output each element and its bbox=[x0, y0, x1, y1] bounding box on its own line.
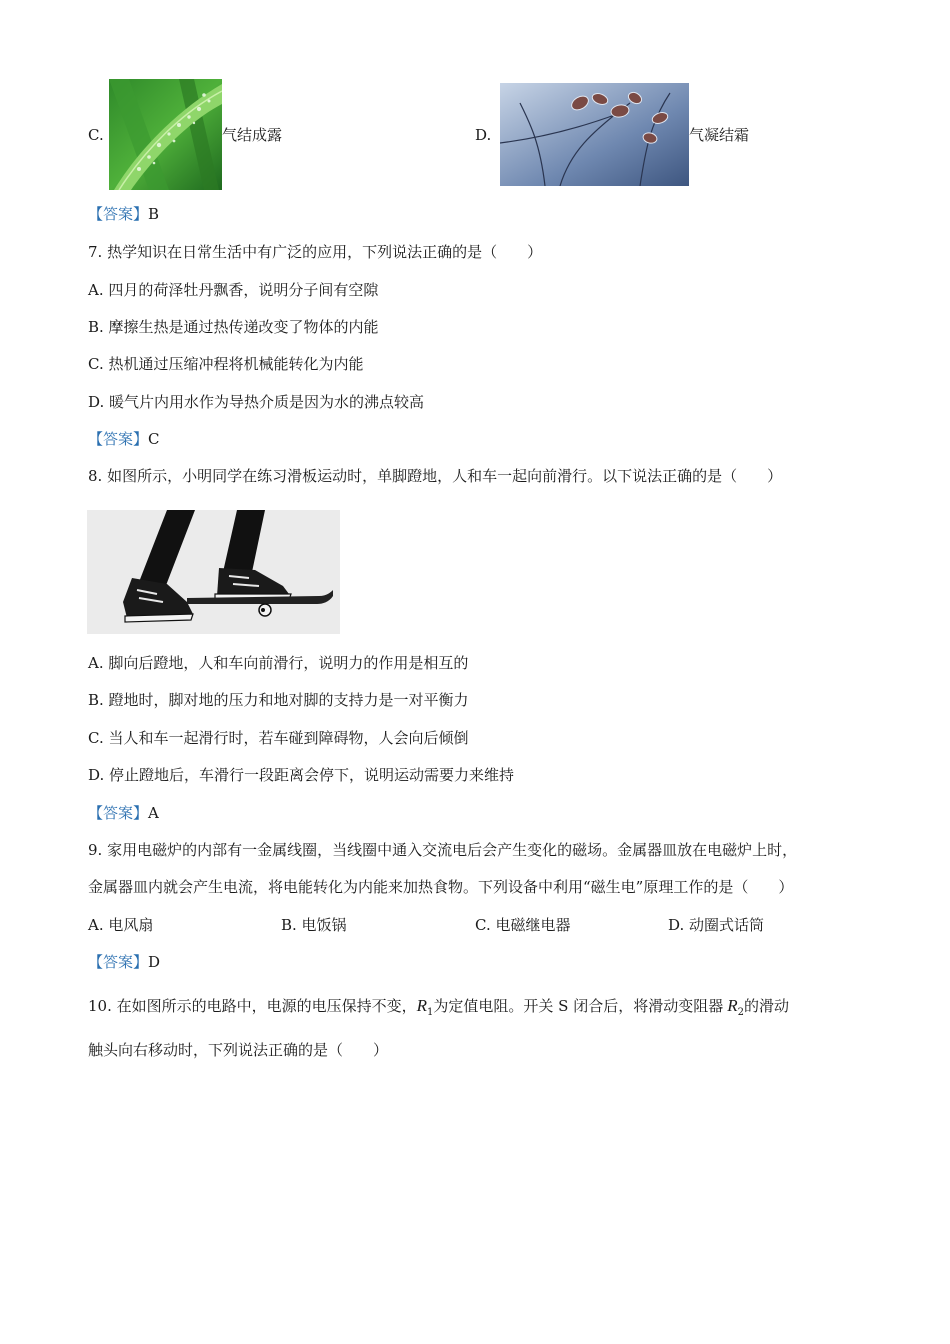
dew-on-grass-image bbox=[109, 79, 222, 190]
answer-tag: 【答案】 bbox=[88, 430, 149, 448]
q8-option-a: A. 脚向后蹬地，人和车向前滑行，说明力的作用是相互的 bbox=[88, 654, 469, 672]
q8-stem: 8. 如图所示，小明同学在练习滑板运动时，单脚蹬地，人和车一起向前滑行。以下说法正确的是（ ） bbox=[88, 467, 783, 485]
q9-option-c: C. 电磁继电器 bbox=[475, 916, 571, 934]
q6-answer-line bbox=[88, 207, 159, 222]
skateboard-image bbox=[87, 510, 340, 634]
q9-answer-line bbox=[88, 955, 160, 970]
q6-option-d-text: 气凝结霜 bbox=[689, 126, 750, 144]
r1-subscript: 1 bbox=[427, 1007, 434, 1018]
q9-answer: D bbox=[148, 953, 161, 971]
q10-text-part2: 为定值电阻。开关 S 闭合后，将滑动变阻器 bbox=[433, 997, 724, 1015]
r2-symbol: R bbox=[727, 996, 738, 1015]
q10-text-part3: 的滑动 bbox=[744, 997, 790, 1015]
r1-symbol: R bbox=[416, 996, 428, 1015]
q9-stem-line1: 9. 家用电磁炉的内部有一金属线圈，当线圈中通入交流电后会产生变化的磁场。金属器皿放在电磁炉上时， bbox=[88, 841, 798, 859]
q7-option-c: C. 热机通过压缩冲程将机械能转化为内能 bbox=[88, 355, 364, 373]
q7-option-a: A. 四月的荷泽牡丹飘香，说明分子间有空隙 bbox=[88, 281, 379, 299]
q9-stem-line2: 金属器皿内就会产生电流，将电能转化为内能来加热食物。下列设备中利用“磁生电”原理工作的是（ ） bbox=[88, 878, 794, 896]
frost-on-leaves-image bbox=[500, 83, 689, 186]
q7-answer-line bbox=[88, 432, 160, 447]
q8-answer-line bbox=[88, 806, 159, 821]
q7-stem: 7. 热学知识在日常生活中有广泛的应用，下列说法正确的是（ ） bbox=[88, 243, 543, 261]
q8-option-b: B. 蹬地时，脚对地的压力和地对脚的支持力是一对平衡力 bbox=[88, 691, 469, 709]
q6-option-c-text: 气结成露 bbox=[222, 126, 283, 144]
q8-option-c: C. 当人和车一起滑行时，若车碰到障碍物，人会向后倾倒 bbox=[88, 729, 469, 747]
q10-text-part1: 10. 在如图所示的电路中，电源的电压保持不变， bbox=[88, 997, 417, 1015]
q6-option-d-label: D. bbox=[475, 126, 492, 144]
r2-subscript: 2 bbox=[737, 1007, 744, 1018]
answer-tag: 【答案】 bbox=[88, 205, 149, 223]
q6-answer: B bbox=[148, 205, 160, 223]
q7-option-d: D. 暖气片内用水作为导热介质是因为水的沸点较高 bbox=[88, 393, 425, 411]
q6-option-c-label: C. bbox=[88, 126, 104, 144]
q9-option-a: A. 电风扇 bbox=[88, 916, 154, 934]
q9-option-d: D. 动圈式话筒 bbox=[668, 916, 765, 934]
q7-answer: C bbox=[148, 430, 160, 448]
answer-tag: 【答案】 bbox=[88, 953, 149, 971]
q7-option-b: B. 摩擦生热是通过热传递改变了物体的内能 bbox=[88, 318, 379, 336]
q8-answer: A bbox=[148, 804, 159, 822]
q9-option-b: B. 电饭锅 bbox=[281, 916, 347, 934]
q8-option-d: D. 停止蹬地后，车滑行一段距离会停下，说明运动需要力来维持 bbox=[88, 766, 515, 784]
answer-tag: 【答案】 bbox=[88, 804, 149, 822]
q10-stem-line1 bbox=[88, 997, 789, 1018]
q10-stem-line2: 触头向右移动时，下列说法正确的是（ ） bbox=[88, 1041, 389, 1059]
